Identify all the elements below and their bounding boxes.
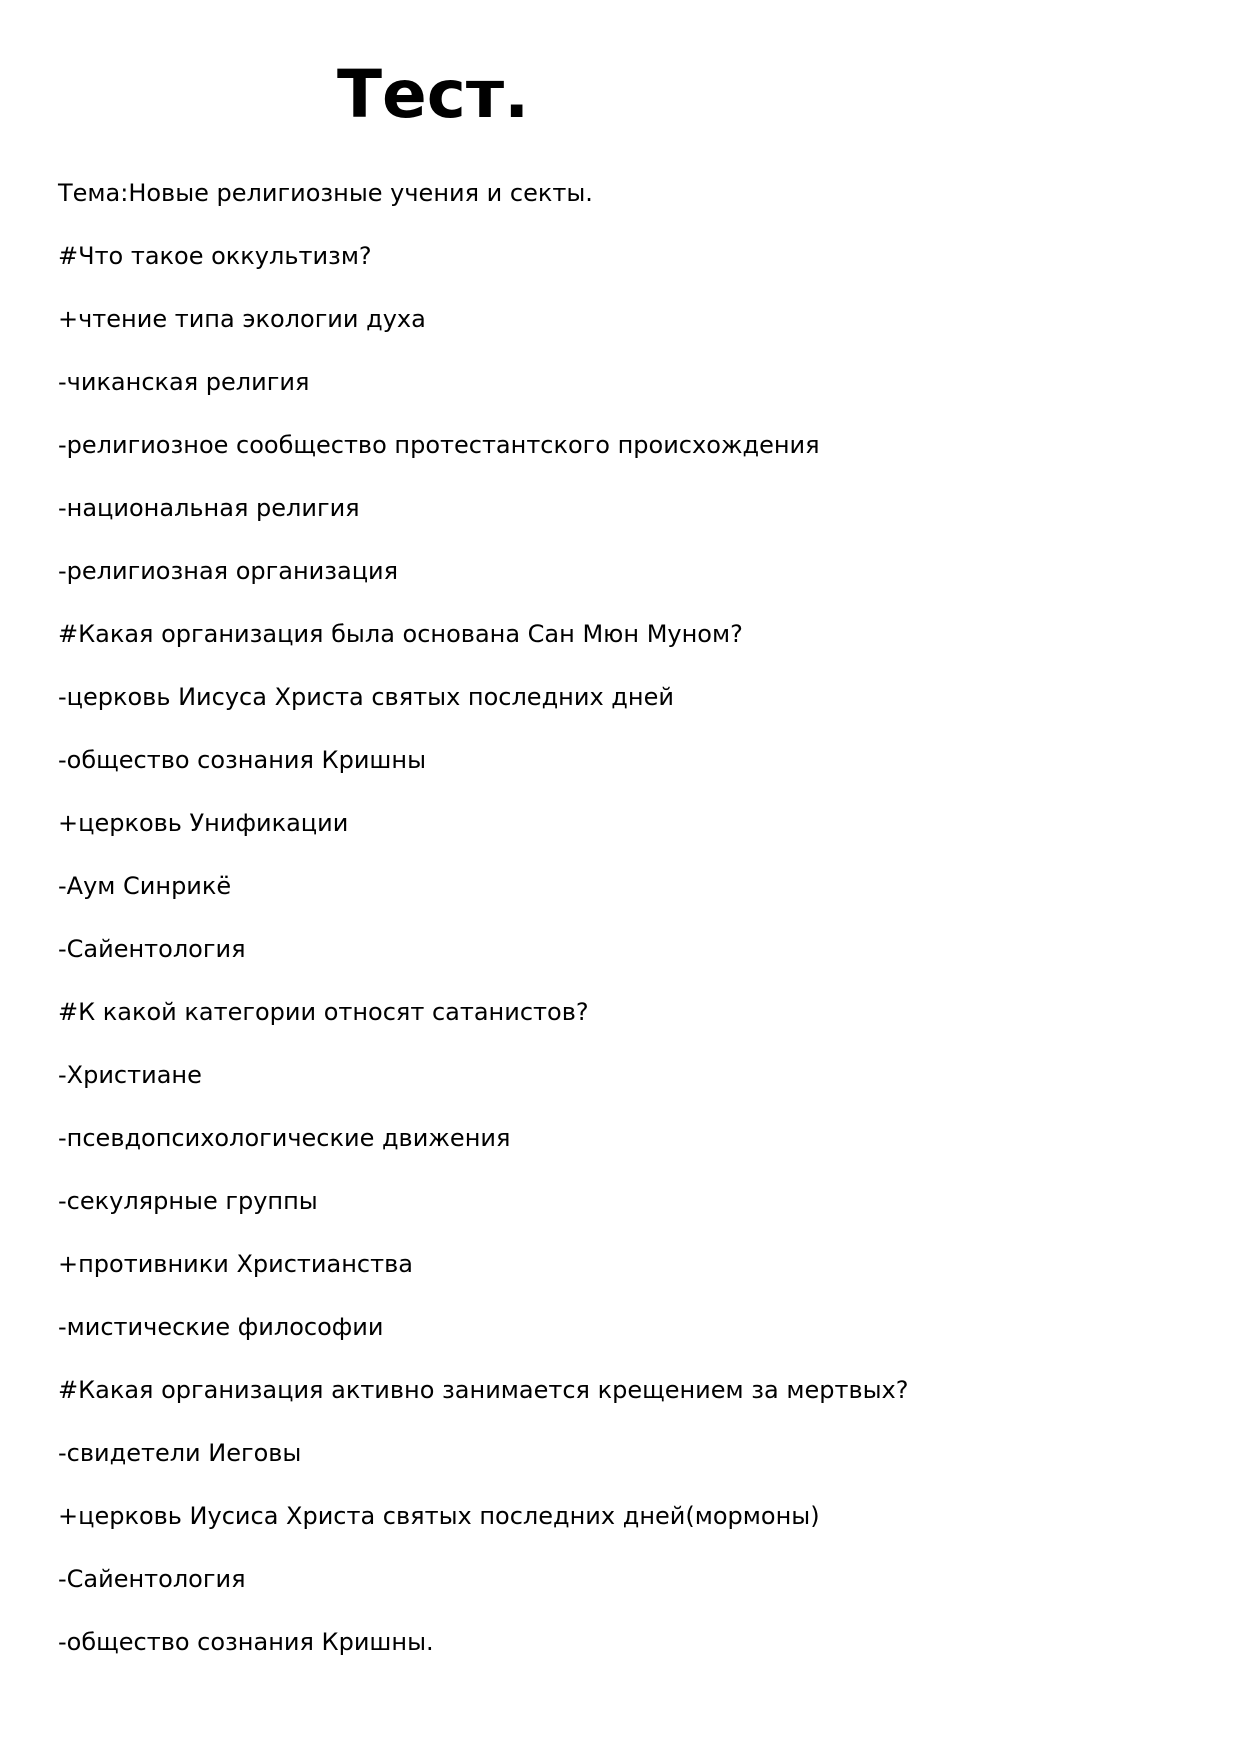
answer-line: +церковь Иусиса Христа святых последних дней(мормоны)	[58, 1502, 820, 1530]
answer-line: -общество сознания Кришны	[58, 746, 427, 774]
question-line: #Какая организация активно занимается крещением за мертвых?	[58, 1376, 909, 1404]
answer-line: -псевдопсихологические движения	[58, 1124, 511, 1152]
answer-line: -национальная религия	[58, 494, 360, 522]
answer-line: -Сайентология	[58, 935, 246, 963]
answer-line: -религиозное сообщество протестантского происхождения	[58, 431, 820, 459]
answer-line: -свидетели Иеговы	[58, 1439, 302, 1467]
answer-line: +церковь Унификации	[58, 809, 349, 837]
question-line: #Что такое оккультизм?	[58, 242, 372, 270]
question-line: #Какая организация была основана Сан Мюн Муном?	[58, 620, 743, 648]
answer-line: -мистические философии	[58, 1313, 384, 1341]
answer-line: -секулярные группы	[58, 1187, 318, 1215]
answer-line: -церковь Иисуса Христа святых последних дней	[58, 683, 674, 711]
answer-line: -религиозная организация	[58, 557, 399, 585]
answer-line: +противники Христианства	[58, 1250, 413, 1278]
answer-line: -Сайентология	[58, 1565, 246, 1593]
question-line: #К какой категории относят сатанистов?	[58, 998, 589, 1026]
test-content	[58, 178, 909, 1690]
document-title: Тест.	[337, 56, 530, 133]
answer-line: +чтение типа экологии духа	[58, 305, 426, 333]
answer-line: -общество сознания Кришны.	[58, 1628, 434, 1656]
answer-line: -Аум Синрикё	[58, 872, 232, 900]
topic-line: Тема:Новые религиозные учения и секты.	[58, 179, 593, 207]
answer-line: -Христиане	[58, 1061, 202, 1089]
answer-line: -чиканская религия	[58, 368, 310, 396]
